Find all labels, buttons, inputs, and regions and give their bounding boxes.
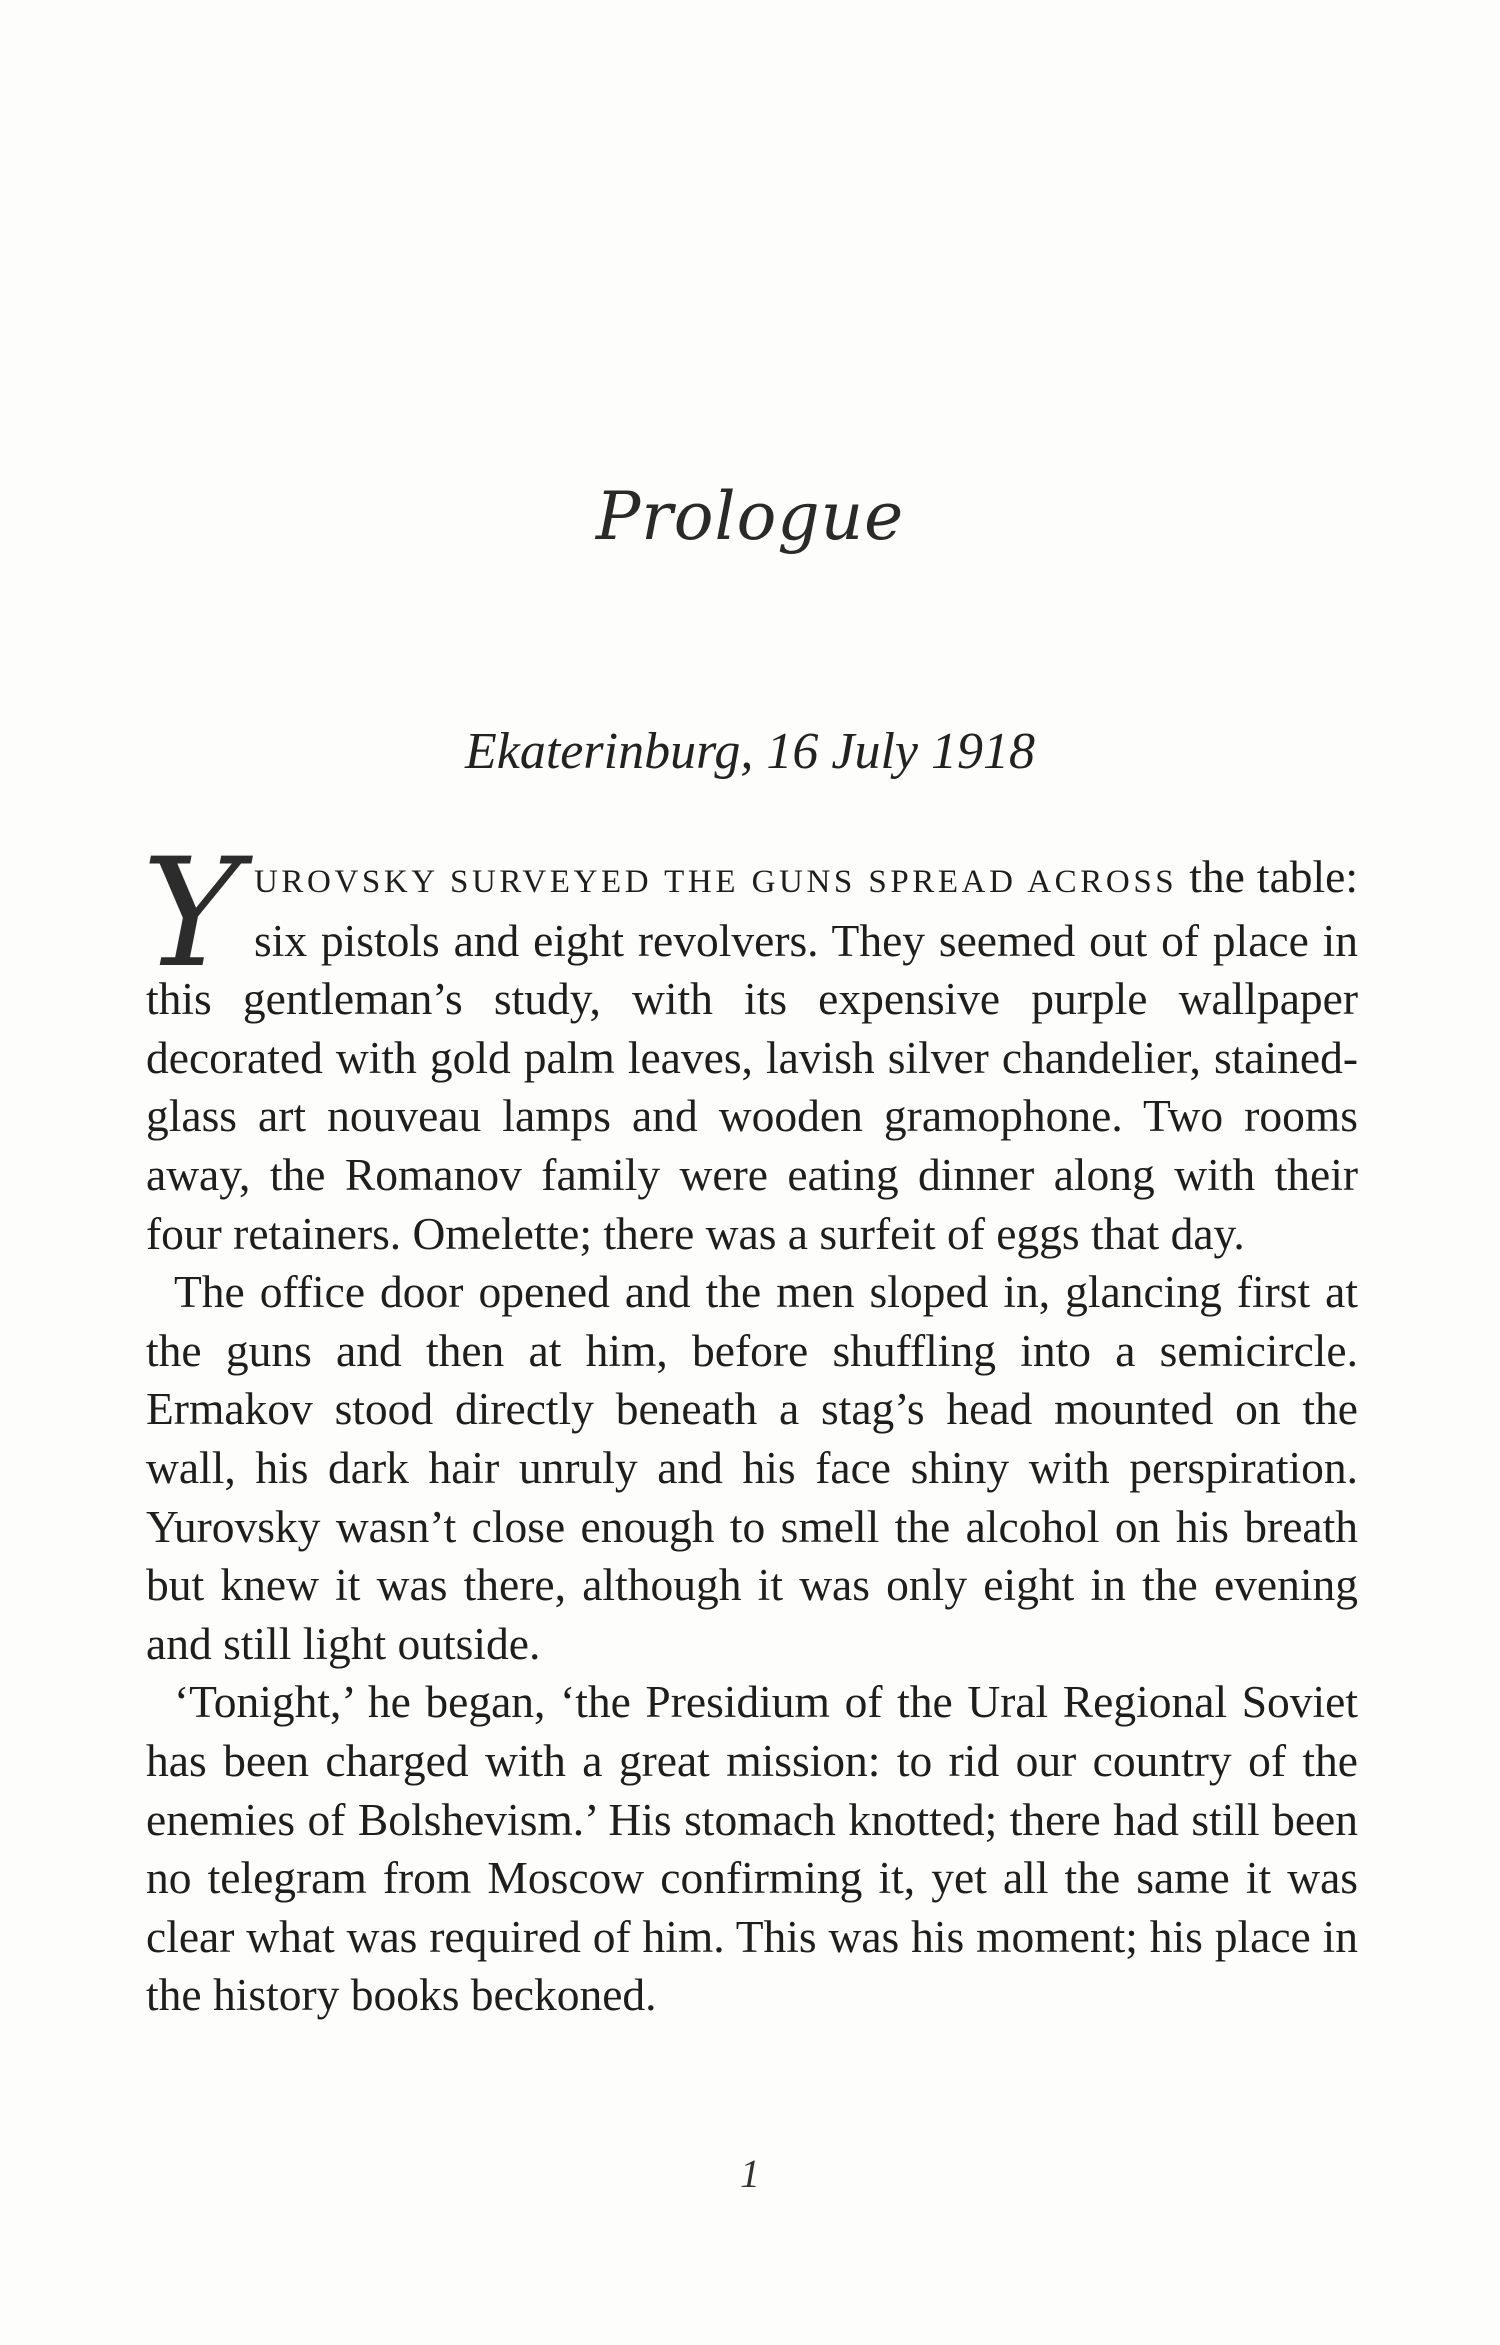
paragraph-2: The office door opened and the men sloped in, glancing first at the guns and then at him, before shuffling into a semicircle. Ermakov stood directly beneath a stag’s head mounted on the wall, his dark hair unruly and his face shiny with perspiration. Yurovsky wasn’t close enough to smell the alcohol on his breath but knew it was there, although it was only eight in the evening and still light outside. xyxy=(146,1266,1358,1669)
drop-cap: Y xyxy=(142,827,242,1001)
chapter-title: Prologue xyxy=(595,478,905,555)
page-number: 1 xyxy=(740,2151,760,2196)
body-text xyxy=(142,827,1358,2025)
paragraph-1-text: the table: six pistols and eight revolvers. They seemed out of place in this gentleman’s study, with its expensive purple wallpaper decorated with gold palm leaves, lavish silver chandelier, stained-glass art nouveau lamps and wooden gramophone. Two rooms away, the Romanov family were eating dinner along with their four retainers. Omelette; there was a surfeit of eggs that day. xyxy=(146,851,1358,1259)
chapter-place-date: Ekaterinburg, 16 July 1918 xyxy=(465,723,1035,780)
paragraph-1 xyxy=(142,827,1358,1263)
paragraph-3: ‘Tonight,’ he began, ‘the Presidium of the Ural Regional Soviet has been charged with a great mission: to rid our country of the enemies of Bolshevism.’ His stomach knotted; there had still been no telegram from Moscow confirming it, yet all the same it was clear what was required of him. This was his moment; his place in the history books beckoned. xyxy=(146,1676,1358,2021)
lead-small-caps: UROVSKY SURVEYED THE GUNS SPREAD ACROSS xyxy=(254,864,1178,900)
